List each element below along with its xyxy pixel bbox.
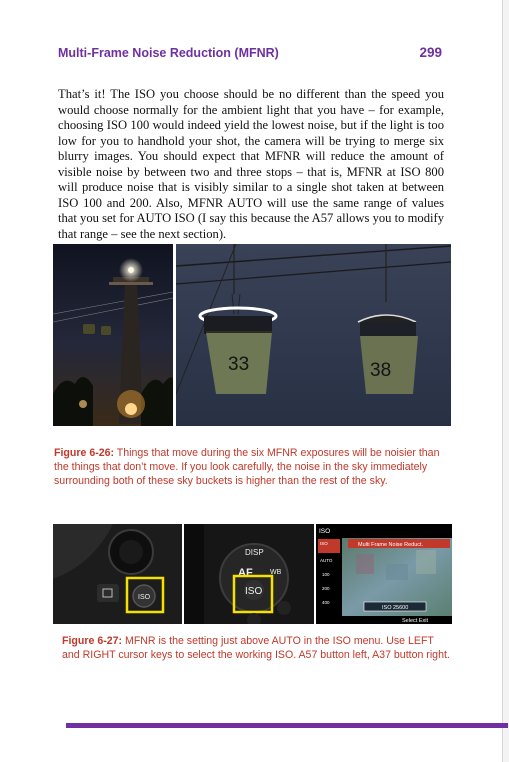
iso-menu-screenshot — [316, 524, 452, 624]
tower-photo — [53, 244, 173, 426]
iso-side-item-2: AUTO — [320, 558, 333, 563]
footer-rule — [66, 723, 508, 728]
iso-side-item-5: 400 — [322, 600, 330, 605]
iso-side-item-4: 200 — [322, 586, 330, 591]
figure-26-caption — [54, 446, 446, 488]
iso-menu-title: ISO — [319, 528, 331, 535]
figure-27-text: MFNR is the setting just above AUTO in the ISO menu. Use LEFT and RIGHT cursor keys to select the working ISO. A57 button left, A37 button right. — [62, 635, 450, 661]
figure-26-text: Things that move during the six MFNR exposures will be noisier than the things that don’t move. If you look carefully, the noise in the sky immediately surrounding both of these sky buckets is higher than the rest of the sky. — [54, 447, 440, 487]
a37-buttons-photo — [184, 524, 314, 624]
a57-iso-button-photo — [53, 524, 182, 624]
iso-selected-value: ISO 25600 — [382, 605, 409, 611]
body-paragraph: That’s it! The ISO you choose should be no different than the speed you would choose normally for the ambient light that you have – for example, choosing ISO 100 would indeed yield the lowest noise, but if the light is too low for you to handhold your shot, the camera will be trying to merge six blurry images. You should expect that MFNR will reduce the amount of visible noise by between two and three stops – that is, MFNR at ISO 800 will produce noise that is visibly similar to a single shot taken at between ISO 100 and 200. Also, MFNR AUTO will use the same range of values that you set for AUTO ISO (I say this because the A57 allows you to modify that range – see the next section). — [58, 87, 444, 241]
iso-menu-footer: Select Exit — [402, 618, 428, 624]
page-number: 299 — [419, 45, 442, 60]
page-edge — [502, 0, 509, 762]
iso-side-item-3: 100 — [322, 572, 330, 577]
figure-27-caption — [62, 634, 452, 662]
chapter-title: Multi-Frame Noise Reduction (MFNR) — [58, 46, 279, 60]
figure-27-label: Figure 6-27: — [62, 635, 123, 647]
bucket-number-33: 33 — [228, 354, 250, 375]
a37-disp-label: DISP — [245, 548, 264, 557]
iso-menu-option-label: Multi Frame Noise Reduct. — [358, 542, 424, 548]
a37-wb-label: WB — [270, 569, 282, 576]
figure-26-label: Figure 6-26: — [54, 447, 115, 459]
bucket-number-38: 38 — [370, 360, 392, 381]
a37-af-label: AF — [238, 567, 253, 579]
iso-side-item-1: ISO — [320, 541, 328, 546]
sky-buckets-photo — [176, 244, 451, 426]
a37-iso-label: ISO — [245, 586, 263, 597]
page-header — [58, 44, 442, 64]
a57-iso-label: ISO — [138, 594, 151, 601]
